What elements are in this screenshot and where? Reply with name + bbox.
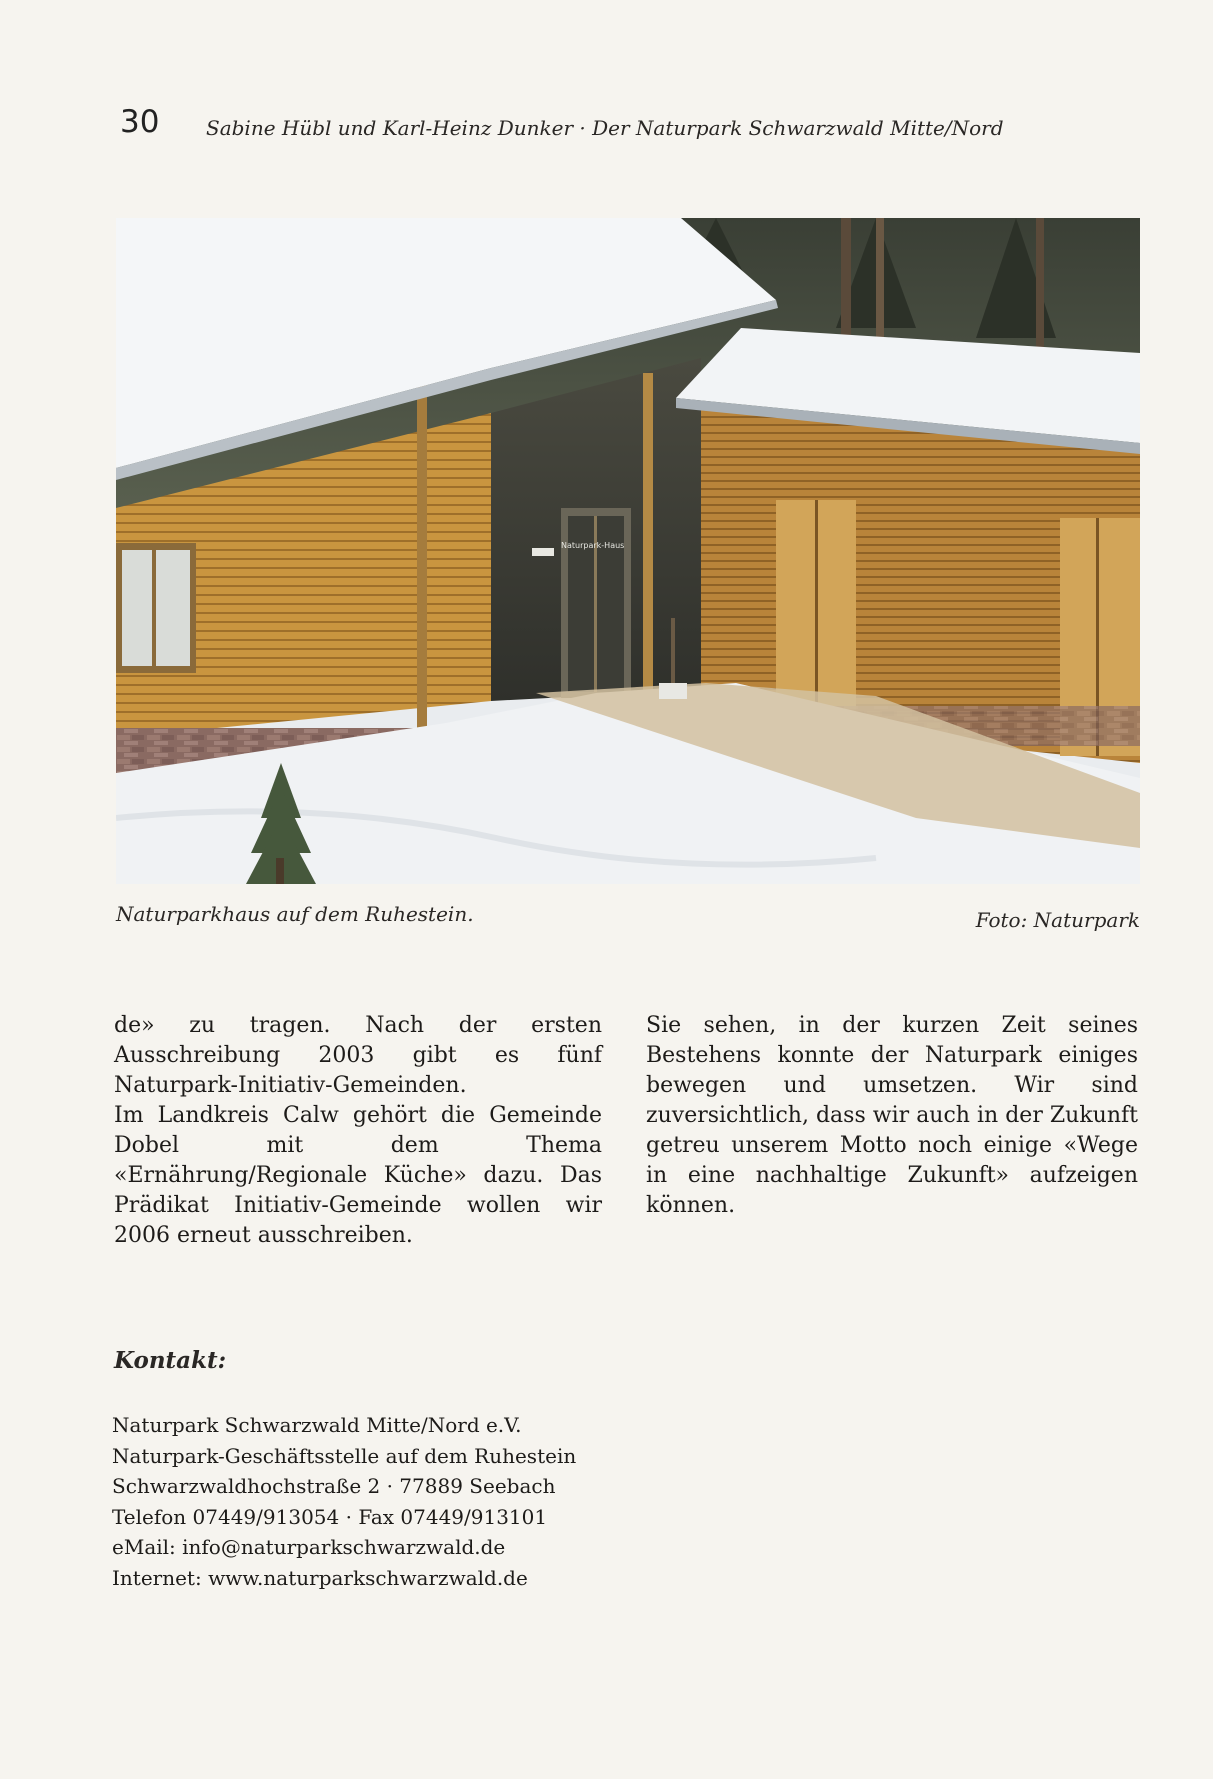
page-number: 30	[120, 104, 160, 140]
photo-caption: Naturparkhaus auf dem Ruhestein.	[116, 902, 474, 926]
contact-line: Naturpark-Geschäftsstelle auf dem Ruhestein	[112, 1443, 577, 1468]
photo-naturparkhaus	[116, 218, 1140, 884]
contact-block	[112, 1410, 576, 1593]
contact-website: Internet: www.naturparkschwarzwald.de	[112, 1565, 528, 1590]
contact-line: Naturpark Schwarzwald Mitte/Nord e.V.	[112, 1413, 522, 1437]
contact-heading: Kontakt:	[114, 1347, 227, 1374]
contact-phone-fax: Telefon 07449/913054 · Fax 07449/913101	[112, 1504, 548, 1529]
page-header	[120, 104, 1020, 144]
paragraph: de» zu tragen. Nach der ersten Ausschreibung 2003 gibt es fünf Naturpark-Initiativ-Gemeinden.	[114, 1013, 602, 1098]
paragraph: Im Landkreis Calw gehört die Gemeinde Dobel mit dem Thema «Ernährung/Regionale Küche» dazu. Das Prädikat Initiativ-Gemeinde wollen wir 2006 erneut ausschreiben.	[114, 1103, 602, 1248]
entrance-sign-text: Naturpark-Haus	[561, 541, 625, 550]
running-head: Sabine Hübl und Karl-Heinz Dunker · Der Naturpark Schwarzwald Mitte/Nord	[206, 116, 1004, 140]
contact-email: eMail: info@naturparkschwarzwald.de	[112, 1535, 506, 1559]
paragraph: Sie sehen, in der kurzen Zeit seines Bestehens konnte der Naturpark einiges bewegen und umsetzen. Wir sind zuversichtlich, dass wir auch in der Zukunft getreu unserem Motto noch einige «Wege in eine nachhaltige Zukunft» aufzeigen können.	[646, 1013, 1138, 1218]
text-column-right	[646, 1011, 1138, 1221]
text-column-left	[114, 1011, 602, 1251]
contact-line: Schwarzwaldhochstraße 2 · 77889 Seebach	[112, 1474, 556, 1498]
photo-credit: Foto: Naturpark	[975, 908, 1140, 932]
